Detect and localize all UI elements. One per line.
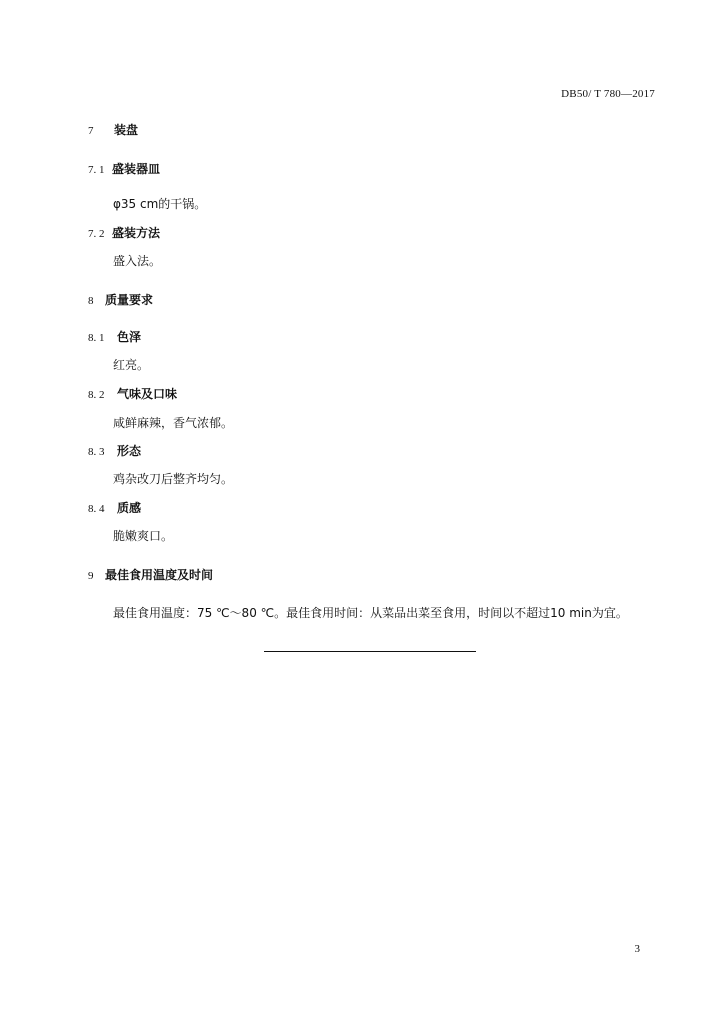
section-7-2-heading — [88, 224, 160, 241]
page-number: 3 — [634, 943, 640, 955]
end-of-document-line — [264, 651, 476, 652]
section-8-3-heading — [88, 442, 141, 459]
section-8-1-text: 红亮。 — [113, 358, 150, 372]
section-title: 质量要求 — [105, 293, 154, 307]
section-number: 8. 1 — [88, 332, 105, 344]
section-number: 8. 4 — [88, 503, 105, 515]
section-7-heading — [88, 121, 138, 138]
section-title: 盛装器皿 — [112, 162, 161, 176]
section-number: 9 — [88, 570, 94, 582]
section-title: 色泽 — [117, 330, 142, 344]
section-number: 8. 2 — [88, 389, 105, 401]
doc-code-header: DB50/ T 780—2017 — [561, 88, 655, 100]
section-number: 7 — [88, 125, 94, 137]
section-8-heading — [88, 291, 153, 308]
section-7-2-text: 盛入法。 — [113, 254, 162, 268]
section-title: 最佳食用温度及时间 — [105, 568, 214, 582]
section-number: 8 — [88, 295, 94, 307]
section-9-heading — [88, 566, 213, 583]
section-number: 8. 3 — [88, 446, 105, 458]
section-7-1-text: φ35 cm的干锅。 — [113, 197, 207, 211]
section-8-4-heading — [88, 499, 141, 516]
section-title: 质感 — [117, 501, 142, 515]
section-title: 气味及口味 — [117, 387, 178, 401]
section-number: 7. 1 — [88, 164, 105, 176]
section-9-text: 最佳食用温度：75 ℃～80 ℃。最佳食用时间：从菜品出菜至食用，时间以不超过10 min为宜。 — [113, 606, 628, 620]
section-8-2-text: 咸鲜麻辣，香气浓郁。 — [113, 416, 234, 430]
section-title: 盛装方法 — [112, 226, 161, 240]
section-title: 形态 — [117, 444, 142, 458]
section-8-2-heading — [88, 385, 177, 402]
section-7-1-heading — [88, 160, 160, 177]
section-8-3-text: 鸡杂改刀后整齐均匀。 — [113, 472, 234, 486]
section-number: 7. 2 — [88, 228, 105, 240]
section-8-1-heading — [88, 328, 141, 345]
section-8-4-text: 脆嫩爽口。 — [113, 529, 174, 543]
section-title: 装盘 — [114, 123, 139, 137]
